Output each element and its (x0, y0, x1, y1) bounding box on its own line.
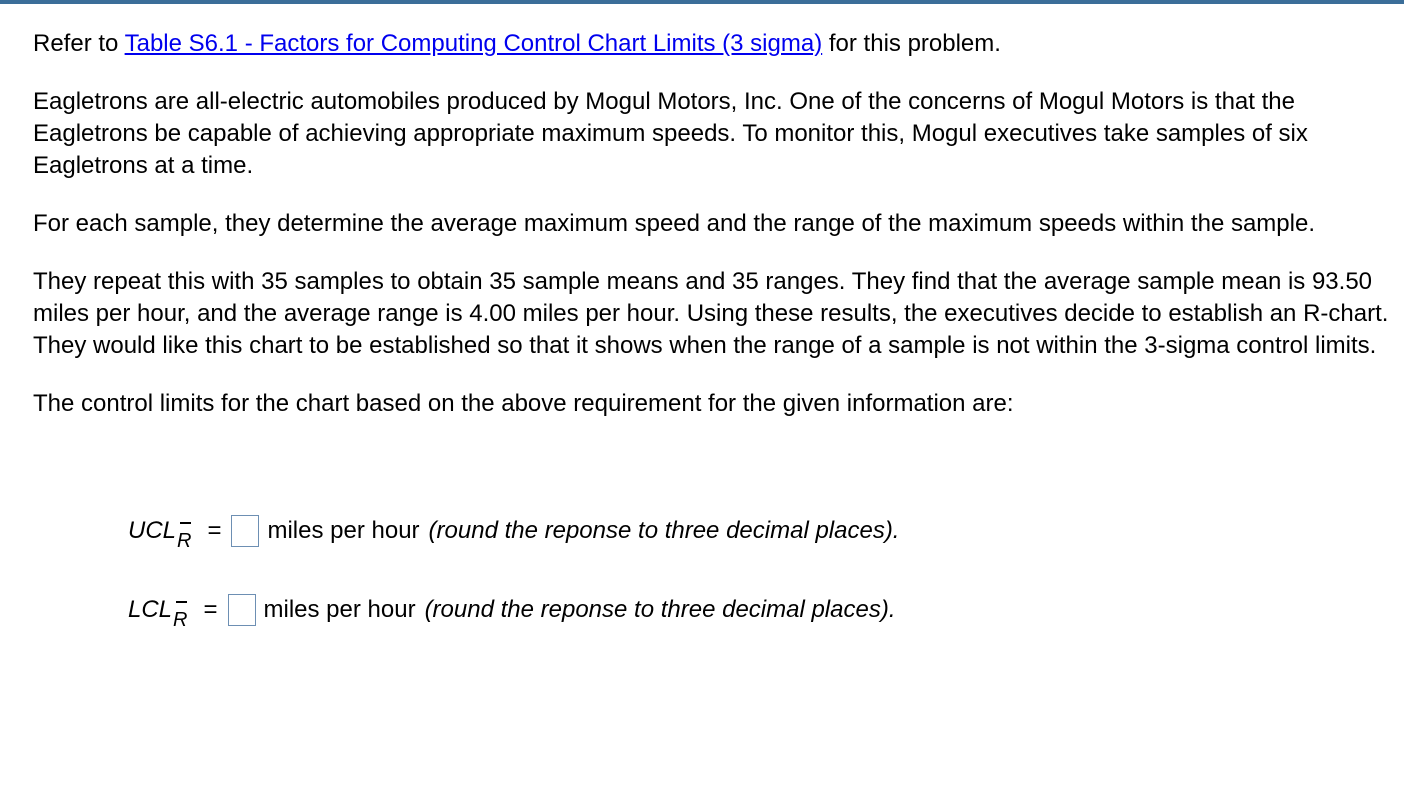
lcl-unit: miles per hour (263, 596, 416, 623)
table-s6-1-link[interactable]: Table S6.1 - Factors for Computing Control Chart Limits (3 sigma) (124, 30, 823, 57)
ucl-subscript (177, 525, 191, 557)
ucl-input[interactable] (231, 515, 259, 547)
lcl-rounding-hint: (round the reponse to three decimal places). (424, 596, 896, 623)
intro-paragraph: Eagletrons are all-electric automobiles produced by Mogul Motors, Inc. One of the concerns of Mogul Motors is that the Eagletrons be capable of achieving appropriate maximum speeds. To monitor this, Mogul executives take samples of six Eagletrons at a time. (33, 88, 1308, 179)
lcl-equals: = (203, 596, 218, 623)
ucl-equals: = (207, 517, 222, 544)
sample-paragraph: For each sample, they determine the average maximum speed and the range of the maximum speeds within the sample. (33, 210, 1315, 237)
lcl-subscript (173, 604, 187, 636)
control-limits-prompt: The control limits for the chart based on the above requirement for the given information are: (33, 390, 1014, 417)
ucl-rounding-hint: (round the reponse to three decimal places). (428, 517, 900, 544)
ucl-answer-row (128, 515, 900, 552)
reference-line (33, 28, 1401, 60)
lcl-symbol: LCL (128, 596, 173, 623)
results-paragraph: They repeat this with 35 samples to obtain 35 sample means and 35 ranges. They find that the average sample mean is 93.50 miles per hour, and the average range is 4.00 miles per hour. Using these results, the executives decide to establish an R-chart. They would like this chart to be established so that it shows when the range of a sample is not within the 3-sigma control limits. (33, 268, 1389, 359)
reference-suffix: for this problem. (828, 30, 1001, 57)
ucl-unit: miles per hour (267, 517, 420, 544)
reference-prefix: Refer to (33, 30, 119, 57)
r-bar-overline (180, 522, 191, 524)
lcl-answer-row (128, 594, 896, 631)
ucl-symbol: UCL (128, 517, 177, 544)
lcl-input[interactable] (228, 594, 256, 626)
lcl-subscript-letter: R (173, 609, 188, 631)
problem-text (33, 28, 1401, 420)
r-bar-overline (176, 601, 187, 603)
top-border (0, 0, 1404, 4)
ucl-subscript-letter: R (177, 530, 192, 552)
